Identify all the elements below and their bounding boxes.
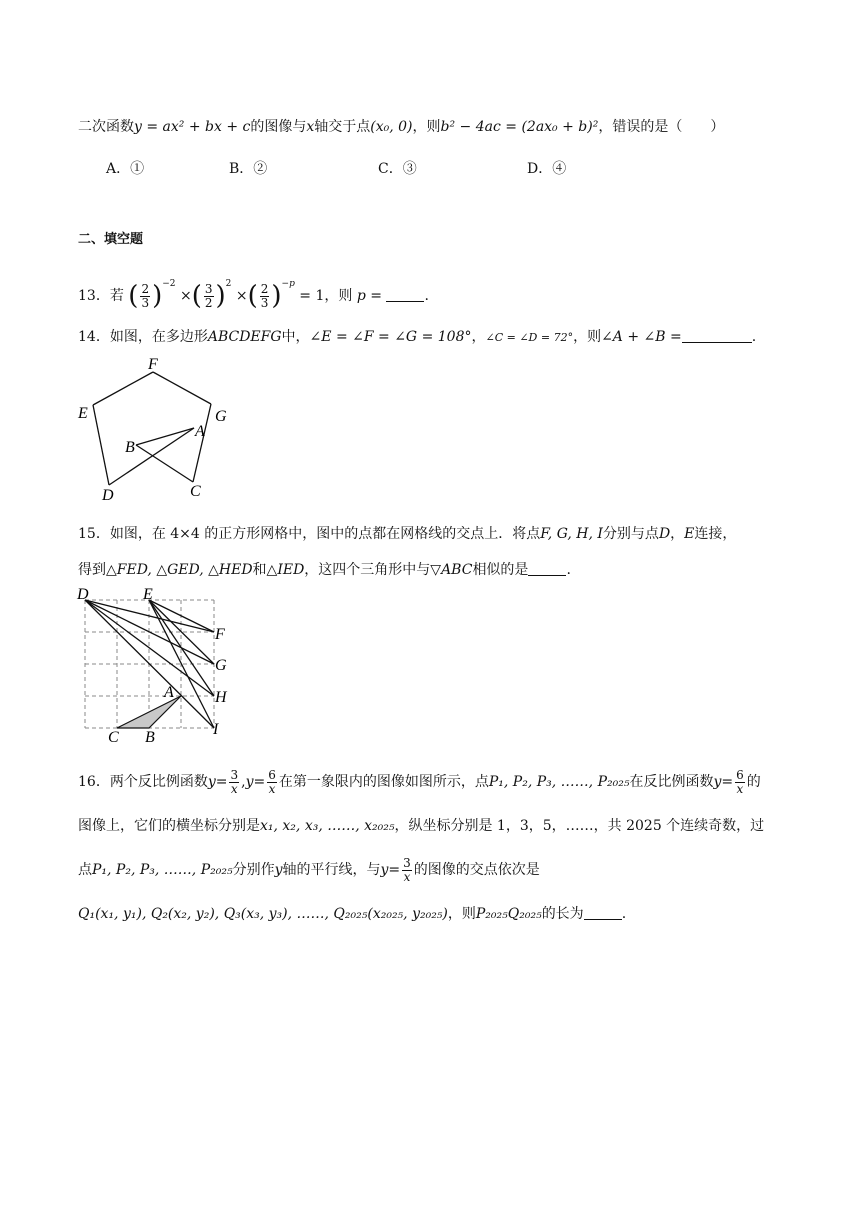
q14-text: 14．如图，在多边形 [78, 329, 208, 345]
q15-text: 分别与点 [602, 526, 659, 542]
q12-text: 轴交于点 [314, 119, 371, 135]
q16-text: 在反比例函数 [629, 774, 714, 790]
q16-points-p: P₁, P₂, P₃, ……, P₂₀₂₅ [488, 774, 630, 790]
label-e: E [143, 586, 153, 603]
q14-period: . [751, 329, 757, 345]
edge-da [109, 428, 194, 485]
q15-text: ， [670, 526, 685, 542]
q16-segment: P₂₀₂₅Q₂₀₂₅ [475, 906, 542, 922]
q14-angles-efg: ∠E = ∠F = ∠G = 108° [309, 329, 472, 345]
label-g: G [215, 408, 227, 425]
q14-statement [78, 327, 788, 348]
q13-answer-blank[interactable] [386, 287, 424, 302]
q13-statement: 13．若 ( $\frac{2}{3}$ )$^{-2}$ ×( $\frac{3}{2}$ )$^2$ ×( $\frac{2}{3}$ )$^{-p}$ = 1，则 p = . [78, 279, 429, 311]
q12-text: 的图像与 [250, 119, 307, 135]
q13-number: 13．若 [78, 288, 124, 304]
q12-question: ，错误的是（ ） [598, 119, 725, 135]
q16-points-p: P₁, P₂, P₃, ……, P₂₀₂₅ [92, 862, 233, 878]
point-e: E [684, 526, 695, 542]
q15-text: 相似的是 [472, 562, 529, 578]
q15-period: . [566, 562, 571, 578]
q15-statement [78, 516, 788, 588]
q14-answer-blank[interactable] [682, 328, 752, 343]
label-i: I [213, 721, 219, 738]
q15-points: F, G, H, I [540, 526, 603, 542]
label-g: G [215, 657, 227, 674]
edge-ed [93, 405, 109, 485]
q16-text: 的长为 [541, 906, 584, 922]
q14-text: ，则 [573, 329, 602, 345]
option-b[interactable]: B．② [229, 161, 268, 177]
label-d: D [102, 487, 114, 502]
edge-fg [153, 372, 211, 404]
q16-text: 分别作 [232, 862, 275, 878]
label-a: A [195, 423, 205, 440]
label-b: B [125, 439, 135, 456]
edge-bc [136, 445, 193, 482]
x-axis-symbol: x [306, 119, 315, 135]
quadratic-function: y = ax² + bx + c [134, 119, 251, 135]
q15-answer-blank[interactable] [528, 561, 566, 576]
q12-options [0, 158, 860, 178]
q15-text: 连接， [694, 526, 737, 542]
segment-df [85, 600, 214, 632]
q15-text: ，这四个三角形中与 [304, 562, 431, 578]
q15-grid-figure [72, 584, 242, 746]
q15-triangle-ied: △IED [266, 562, 305, 578]
q16-x-coords: x₁, x₂, x₃, ……, x₂₀₂₅ [260, 818, 395, 834]
label-c: C [190, 483, 201, 500]
triangle-abc: ▽ABC [430, 562, 473, 578]
label-f: F [215, 626, 225, 643]
y-axis-symbol: y [274, 862, 283, 878]
q16-text: 16．两个反比例函数 [78, 774, 208, 790]
label-d: D [77, 586, 89, 603]
edge-ab [136, 428, 194, 445]
q14-text: ， [471, 329, 486, 345]
intersection-point: (x₀, 0) [370, 119, 413, 135]
q16-text: ，纵坐标分别是 1，3，5，……，共 2025 个连续奇数，过 [394, 818, 765, 834]
q14-text: 中， [281, 329, 310, 345]
q16-text: 的图像的交点依次是 [413, 862, 540, 878]
label-e: E [78, 405, 88, 422]
q13-period: . [424, 288, 429, 304]
q16-period: . [621, 906, 627, 922]
label-b: B [145, 729, 155, 746]
q16-text: 点 [78, 862, 92, 878]
option-c[interactable]: C．③ [378, 161, 417, 177]
q16-answer-blank[interactable] [584, 905, 622, 920]
segment-ef [149, 600, 214, 632]
q16-points-q: Q₁(x₁, y₁), Q₂(x₂, y₂), Q₃(x₃, y₃), ……, Q₂₀₂₅(x₂₀₂₅, y₂₀₂₅) [78, 906, 448, 922]
q13-text: = 1，则 [299, 288, 353, 304]
q15-triangles: △FED, △GED, △HED [106, 562, 253, 578]
q14-ask: ∠A + ∠B = [601, 329, 682, 345]
q16-text: 图像上，它们的横坐标分别是 [78, 818, 260, 834]
label-f: F [148, 356, 158, 373]
section-title: 二、填空题 [78, 232, 144, 247]
edge-gc [193, 404, 211, 482]
q12-statement [78, 117, 788, 137]
label-h: H [215, 689, 227, 706]
option-d[interactable]: D．④ [527, 161, 567, 177]
edge-fe [93, 372, 153, 405]
q14-polygon-figure [72, 354, 242, 502]
q16-text: 轴的平行线，与 [282, 862, 381, 878]
q12-text: ，则 [412, 119, 441, 135]
q16-text: 的 [746, 774, 761, 790]
point-d: D [658, 526, 671, 542]
option-a[interactable]: A．① [106, 161, 145, 177]
q16-text: ，则 [447, 906, 476, 922]
label-a: A [164, 684, 174, 701]
q14-angles-cd: ∠C = ∠D = 72° [485, 331, 574, 344]
q16-statement: 16．两个反比例函数y= $\frac{3}{x}$ ,y= $\frac{6}{x}$ 在第一象限内的图像如图所示，点P₁, P₂, P₃, ……, P₂₀₂₅在反比例函数y= $\frac{6}{x}$ 的 图像上，它们的横坐标分别是x₁, x₂, x₃, ……, x₂₀₂₅，纵坐标分别是 1，3，5，……，共 2025 个连续奇数，过 点P₁, P₂, P₃, ……, P₂₀₂₅分别作y轴的平行线，与y= $\frac{3}{x}$ 的图像的交点依次是 Q₁(x₁, y₁), Q₂(x₂, y₂), Q₃(x₃, y₃), ……, Q₂₀₂₅(x₂₀₂₅, y₂₀₂₅)，则P₂₀₂₅Q₂₀₂₅的长为 . [78, 767, 765, 922]
label-c: C [108, 729, 119, 746]
q16-text: 在第一象限内的图像如图所示，点 [278, 774, 489, 790]
q12-text: 二次函数 [78, 119, 134, 135]
q15-text: 15．如图，在 4×4 的正方形网格中，图中的点都在网格线的交点上．将点 [78, 526, 541, 542]
q13-unknown: p = [356, 288, 382, 304]
q15-text: 得到 [78, 562, 106, 578]
discriminant-equation: b² − 4ac = (2ax₀ + b)² [440, 119, 599, 135]
q15-text: 和 [252, 562, 267, 578]
polygon-name: ABCDEFG [207, 329, 282, 345]
